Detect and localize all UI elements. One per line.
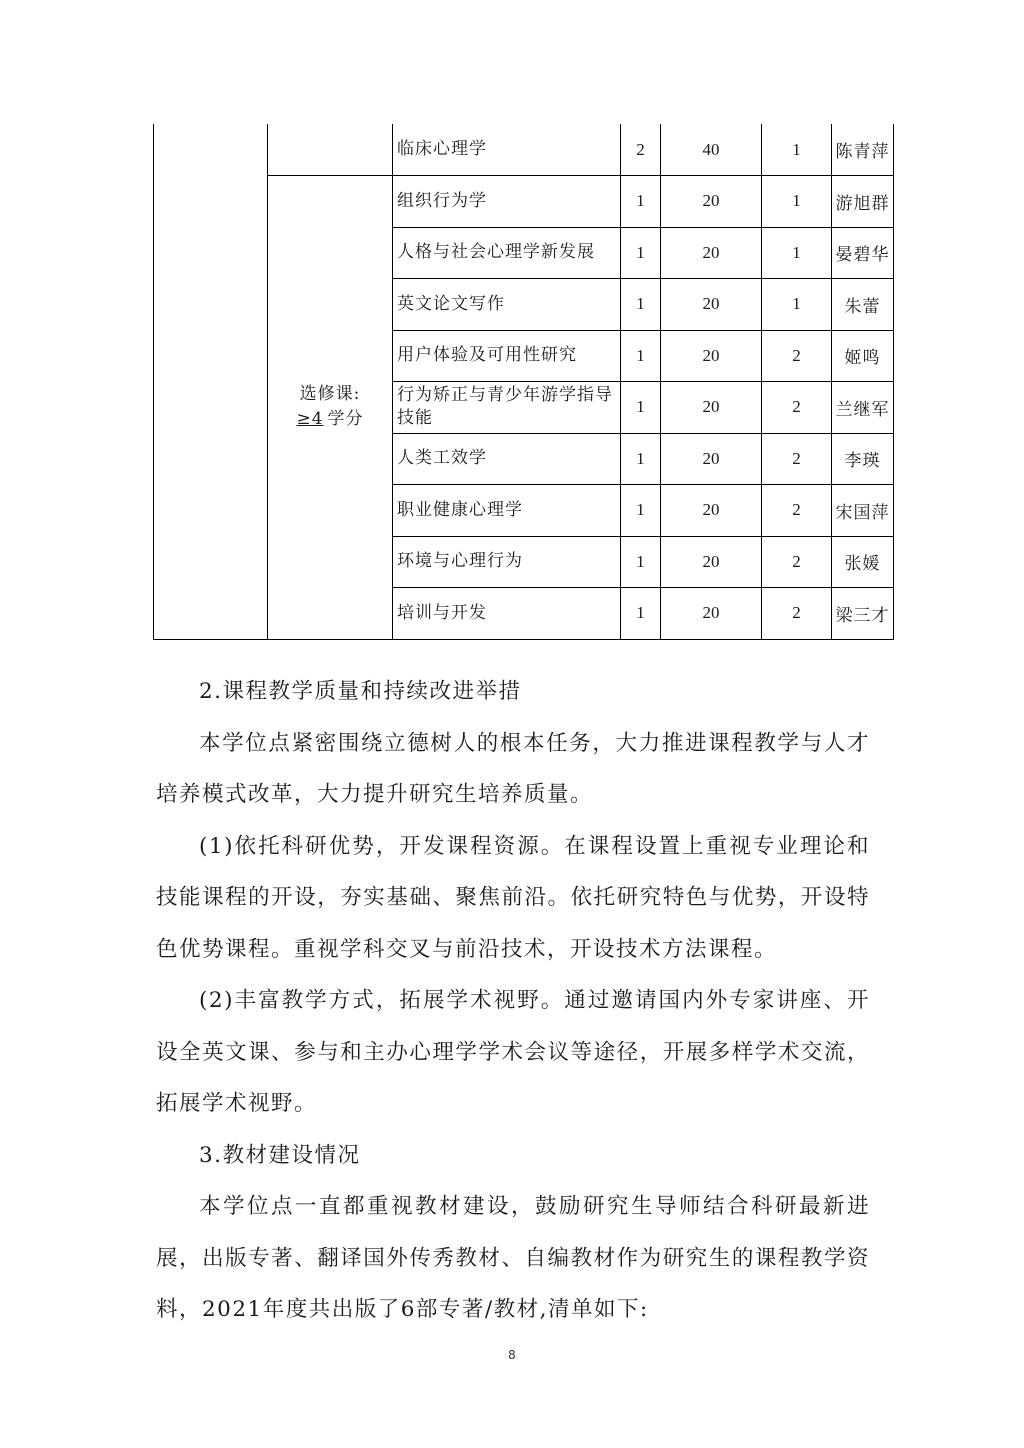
hours-cell: 20 [661, 227, 762, 279]
hours-cell: 20 [661, 433, 762, 485]
section-3-heading: 3.教材建设情况 [199, 1142, 361, 1168]
teacher-cell: 张媛 [832, 536, 894, 588]
semester-cell: 1 [762, 279, 832, 331]
teacher-cell: 游旭群 [832, 176, 894, 228]
teacher-cell: 李瑛 [832, 433, 894, 485]
hours-cell: 20 [661, 330, 762, 382]
section-3-paragraph-1: 本学位点一直都重视教材建设，鼓励研究生导师结合科研最新进展，出版专著、翻译国外传秀教材、自编教材作为研究生的课程教学资料，2021年度共出版了6部专著/教材,清单如下: [156, 1194, 870, 1322]
category-cell [154, 124, 268, 639]
credits-cell: 1 [621, 382, 661, 434]
semester-cell: 2 [762, 485, 832, 537]
credits-unit: 学分 [327, 409, 364, 430]
semester-cell: 1 [762, 124, 832, 176]
hours-cell: 20 [661, 588, 762, 640]
course-table [153, 124, 894, 640]
hours-cell: 20 [661, 279, 762, 331]
course-name-cell: 人格与社会心理学新发展 [393, 227, 621, 279]
course-name-cell: 职业健康心理学 [393, 485, 621, 537]
course-name-cell: 用户体验及可用性研究 [393, 330, 621, 382]
body-text [156, 666, 870, 1336]
course-name-cell: 行为矫正与青少年游学指导技能 [393, 382, 621, 434]
semester-cell: 1 [762, 176, 832, 228]
credits-cell: 1 [621, 433, 661, 485]
course-name-cell: 人类工效学 [393, 433, 621, 485]
semester-cell: 2 [762, 382, 832, 434]
table-row [154, 124, 894, 176]
teacher-cell: 陈青萍 [832, 124, 894, 176]
min-credits: 4 [311, 409, 324, 430]
credits-cell: 1 [621, 536, 661, 588]
semester-cell: 1 [762, 227, 832, 279]
type-cell-continued [268, 124, 393, 176]
credits-cell: 1 [621, 485, 661, 537]
semester-cell: 2 [762, 433, 832, 485]
teacher-cell: 朱蕾 [832, 279, 894, 331]
course-name-cell: 培训与开发 [393, 588, 621, 640]
section-2-paragraph-2: (1)依托科研优势，开发课程资源。在课程设置上重视专业理论和技能课程的开设，夯实基础、聚焦前沿。依托研究特色与优势，开设特色优势课程。重视学科交叉与前沿技术，开设技术方法课程。 [156, 833, 870, 962]
page-number: 8 [508, 1348, 516, 1362]
credits-cell: 1 [621, 279, 661, 331]
teacher-cell: 宋国萍 [832, 485, 894, 537]
hours-cell: 20 [661, 536, 762, 588]
teacher-cell: 晏碧华 [832, 227, 894, 279]
elective-label-line1: 选修课: [299, 384, 361, 405]
section-2-paragraph-1: 本学位点紧密围绕立德树人的根本任务，大力推进课程教学与人才培养模式改革，大力提升研究生培养质量。 [156, 730, 870, 807]
hours-cell: 20 [661, 176, 762, 228]
hours-cell: 40 [661, 124, 762, 176]
course-name-cell: 组织行为学 [393, 176, 621, 228]
hours-cell: 20 [661, 485, 762, 537]
section-2-paragraph-3: (2)丰富教学方式，拓展学术视野。通过邀请国内外专家讲座、开设全英文课、参与和主办心理学学术会议等途径，开展多样学术交流，拓展学术视野。 [156, 988, 870, 1116]
teacher-cell: 兰继军 [832, 382, 894, 434]
credits-cell: 1 [621, 176, 661, 228]
credits-cell: 1 [621, 227, 661, 279]
elective-label-cell [268, 176, 393, 640]
credits-cell: 2 [621, 124, 661, 176]
hours-cell: 20 [661, 382, 762, 434]
teacher-cell: 梁三才 [832, 588, 894, 640]
course-name-cell: 临床心理学 [393, 124, 621, 176]
semester-cell: 2 [762, 536, 832, 588]
course-name-cell: 环境与心理行为 [393, 536, 621, 588]
section-2-heading: 2.课程教学质量和持续改进举措 [199, 679, 522, 704]
course-name-cell: 英文论文写作 [393, 279, 621, 331]
ge-symbol: ≥ [296, 409, 312, 430]
credits-cell: 1 [621, 330, 661, 382]
credits-cell: 1 [621, 588, 661, 640]
semester-cell: 2 [762, 588, 832, 640]
elective-label-line2 [268, 407, 392, 432]
semester-cell: 2 [762, 330, 832, 382]
teacher-cell: 姬鸣 [832, 330, 894, 382]
